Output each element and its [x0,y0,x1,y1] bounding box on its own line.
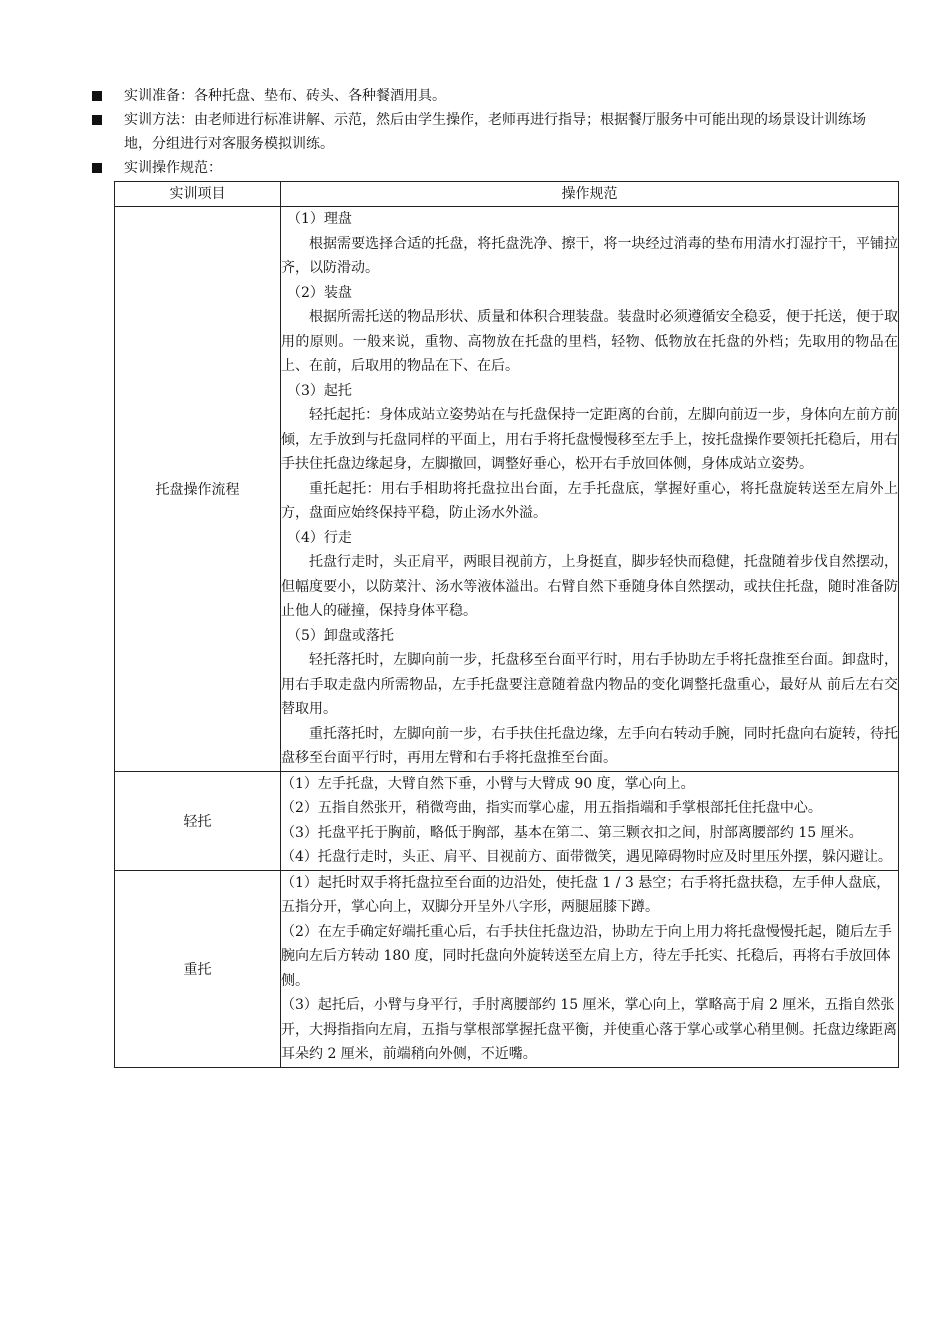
item-cell: 轻托 [115,771,281,870]
bullet-item [92,108,882,156]
section-title: （2）装盘 [287,284,352,301]
step-text: （1）起托时双手将托盘拉至台面的边沿处，使托盘 1 / 3 悬空；右手将托盘扶稳，左手伸人盘底，五指分开，掌心向上，双脚分开呈外八字形，两腿屈膝下蹲。 [281,874,891,915]
section-paragraph: 根据所需托送的物品形状、质量和体积合理装盘。装盘时必须遵循安全稳妥，便于托送，便于取用的原则。一般来说，重物、高物放在托盘的里档，轻物、低物放在托盘的外档；先取用的物品在上、在前，后取用的物品在下、在后。 [281,309,898,374]
section-title: （3）起托 [287,382,352,399]
bullet-list [92,84,882,180]
table-row [115,207,899,772]
step-text: （3）托盘平托于胸前，略低于胸部，基本在第二、第三颗衣扣之间，肘部离腰部约 15 厘米。 [281,824,863,841]
step-text: （2）在左手确定好端托重心后，右手扶住托盘边沿，协助左于向上用力将托盘慢慢托起，随后左手腕向左后方转动 180 度，同时托盘向外旋转送至左肩上方，待左手托实、托稳后，再将右手放回体侧。 [281,923,892,989]
square-bullet-icon [92,163,102,173]
step-text: （1）左手托盘，大臂自然下垂，小臂与大臂成 90 度，掌心向上。 [281,775,695,792]
norm-cell [281,870,899,1067]
table-header-row [115,182,899,207]
square-bullet-icon [92,91,102,101]
section-paragraph: 根据需要选择合适的托盘，将托盘洗净、擦干，将一块经过消毒的垫布用清水打湿拧干，平铺拉齐，以防滑动。 [281,235,898,276]
square-bullet-icon [92,115,102,125]
table-row [115,771,899,870]
section-paragraph: 轻托起托：身体成站立姿势站在与托盘保持一定距离的台前，左脚向前迈一步，身体向左前方前倾，左手放到与托盘同样的平面上，用右手将托盘慢慢移至左手上，按托盘操作要领托托稳后，用右手扶住托盘边缘起身，左脚撤回，调整好垂心，松开右手放回体侧，身体成站立姿势。 [281,407,898,472]
norm-cell [281,207,899,772]
operation-spec-table [114,181,899,1068]
step-text: （2）五指自然张开，稍微弯曲，指实而掌心虚，用五指指端和手掌根部托住托盘中心。 [281,800,822,816]
section-paragraph: 重托起托：用右手相助将托盘拉出台面，左手托盘底，掌握好重心，将托盘旋转送至左肩外上方，盘面应始终保持平稳，防止汤水外溢。 [281,480,898,521]
section-paragraph: 重托落托时，左脚向前一步，右手扶住托盘边缘，左手向右转动手腕，同时托盘向右旋转，待托盘移至台面平行时，再用左臂和右手将托盘推至台面。 [281,725,898,766]
column-header-norm: 操作规范 [281,182,899,207]
step-text: （3）起托后，小臂与身平行，手肘离腰部约 15 厘米，掌心向上，掌略高于肩 2 厘米，五指自然张开，大拇指指向左肩，五指与掌根部掌握托盘平衡，并使重心落于掌心或掌心稍里侧。托盘边缘距离耳朵约 2 厘米，前端稍向外侧，不近嘴。 [281,997,897,1062]
table-row [115,870,899,1067]
section-title: （4）行走 [287,529,352,546]
section-title: （5）卸盘或落托 [287,627,394,644]
bullet-text: 实训方法：由老师进行标准讲解、示范，然后由学生操作，老师再进行指导；根据餐厅服务中可能出现的场景设计训练场地，分组进行对客服务模拟训练。 [124,112,866,152]
column-header-item: 实训项目 [115,182,281,207]
norm-cell [281,771,899,870]
bullet-text: 实训准备：各种托盘、垫布、砖头、各种餐酒用具。 [124,88,446,104]
section-title: （1）理盘 [287,211,352,227]
section-paragraph: 托盘行走时，头正肩平，两眼目视前方，上身挺直，脚步轻快而稳健，托盘随着步伐自然摆动，但幅度要小，以防菜汁、汤水等液体溢出。右臂自然下垂随身体自然摆动，或扶住托盘，随时准备防止他人的碰撞，保持身体平稳。 [281,554,898,619]
item-cell: 重托 [115,870,281,1067]
item-cell: 托盘操作流程 [115,207,281,772]
bullet-item [92,156,882,180]
section-paragraph: 轻托落托时，左脚向前一步，托盘移至台面平行时，用右手协助左手将托盘推至台面。卸盘时，用右手取走盘内所需物品，左手托盘要注意随着盘内物品的变化调整托盘重心，最好从 前后左右交替取用。 [281,652,898,717]
bullet-item [92,84,882,108]
step-text: （4）托盘行走时，头正、肩平、目视前方、面带微笑，遇见障碍物时应及时里压外摆，躲闪避让。 [281,849,892,865]
bullet-text: 实训操作规范： [124,160,222,176]
